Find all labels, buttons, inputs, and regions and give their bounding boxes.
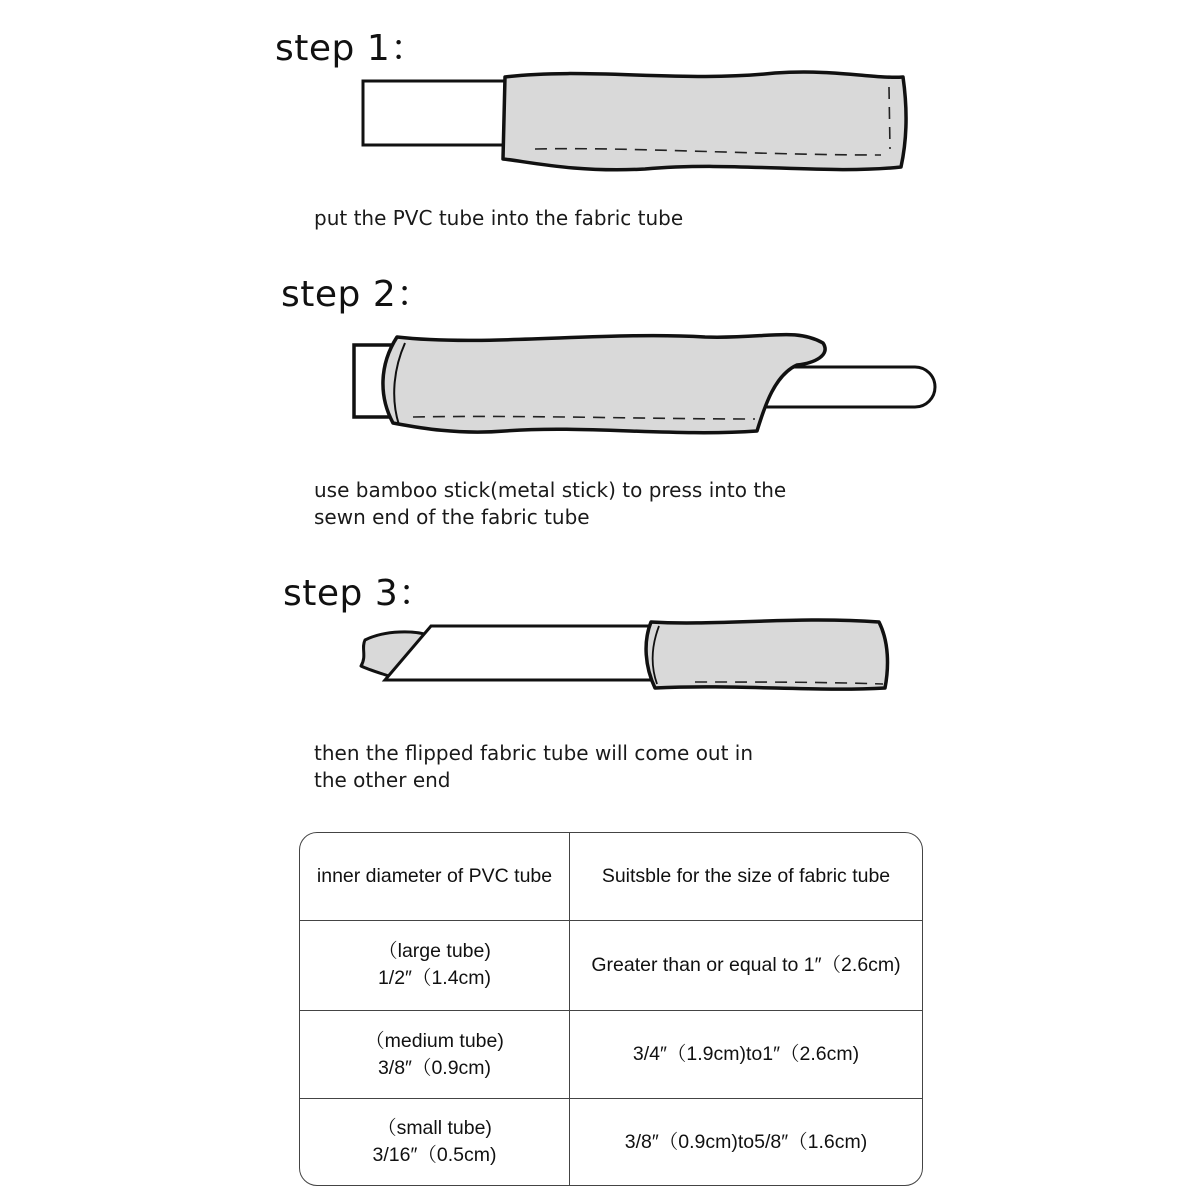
step-2-caption: use bamboo stick(metal stick) to press into the sewn end of the fabric tube <box>314 478 787 529</box>
tube-label: （small tube) <box>377 1117 492 1140</box>
tube-diameter: 1/2″（1.4cm) <box>377 967 492 990</box>
step-1-caption: put the PVC tube into the fabric tube <box>314 206 684 230</box>
tube-cell <box>300 1010 570 1098</box>
step-1-illustration <box>355 65 915 180</box>
pvc-tube <box>385 626 655 680</box>
table-row <box>300 1099 922 1185</box>
fabric-cell: 3/8″（0.9cm)to5/8″（1.6cm) <box>570 1099 923 1185</box>
step-1-title: step 1： <box>275 28 427 69</box>
tube-label: （medium tube) <box>365 1029 504 1052</box>
step-2-title: step 2： <box>281 274 433 315</box>
table-row <box>300 920 922 1010</box>
table-row <box>300 1010 922 1098</box>
size-table-container <box>299 832 923 1186</box>
size-table <box>300 833 922 1185</box>
fabric-tube <box>646 620 887 689</box>
header-fabric-size: Suitsble for the size of fabric tube <box>570 833 923 920</box>
tube-diameter: 3/8″（0.9cm) <box>377 1056 492 1079</box>
fabric-cell: 3/4″（1.9cm)to1″（2.6cm) <box>570 1010 923 1098</box>
step-3-title: step 3： <box>283 573 435 614</box>
step-3-illustration <box>355 612 895 697</box>
step-2-illustration <box>345 325 945 445</box>
fabric-cell: Greater than or equal to 1″（2.6cm) <box>570 920 923 1010</box>
header-pvc-diameter: inner diameter of PVC tube <box>300 833 570 920</box>
tube-cell <box>300 1099 570 1185</box>
tube-cell <box>300 920 570 1010</box>
pvc-tube <box>363 81 513 145</box>
table-header-row <box>300 833 922 920</box>
step-3-caption: then the flipped fabric tube will come out in the other end <box>314 741 754 792</box>
tube-label: （large tube) <box>378 940 491 963</box>
tube-diameter: 3/16″（0.5cm) <box>372 1144 497 1167</box>
